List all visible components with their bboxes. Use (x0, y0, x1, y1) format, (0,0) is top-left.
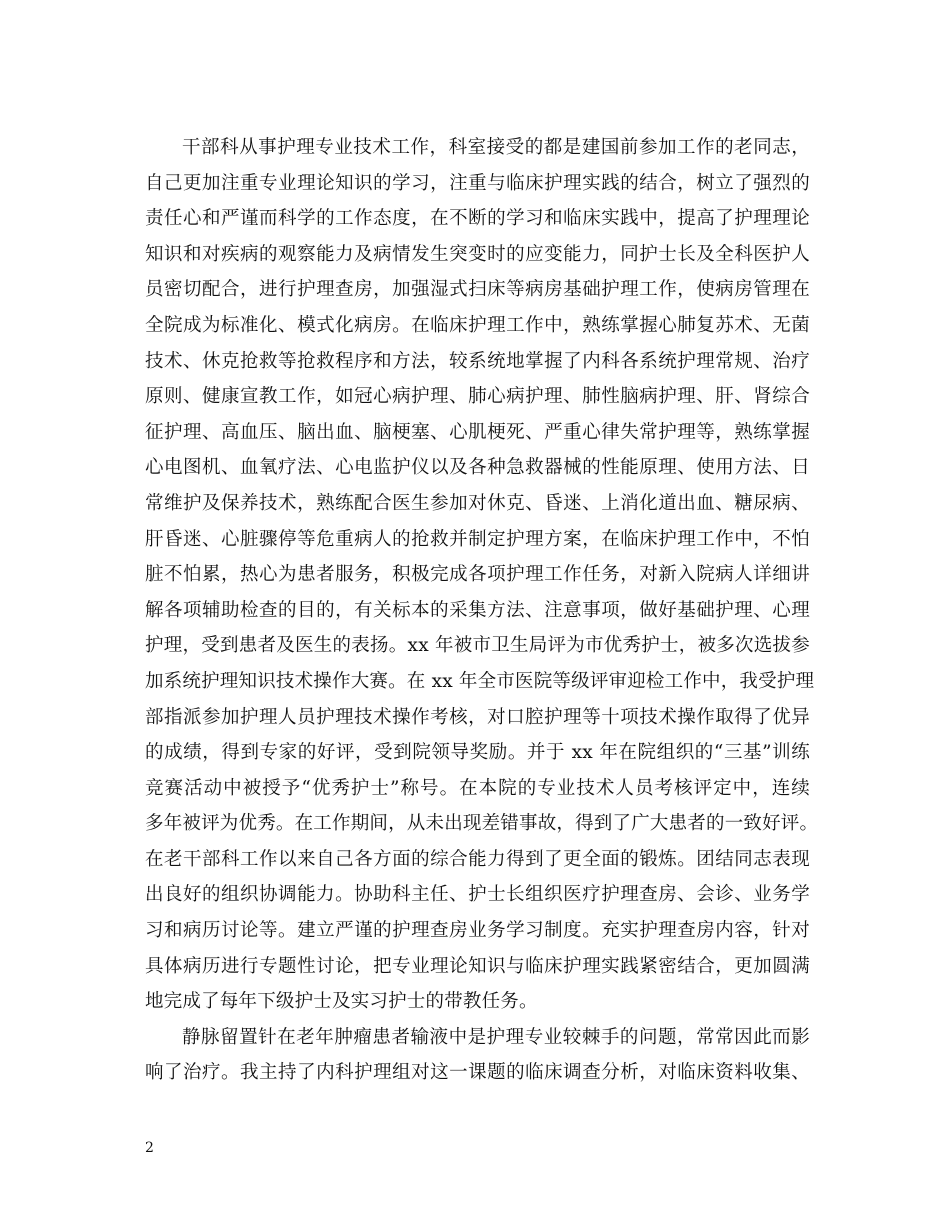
paragraph-1-line-10: 心电图机、血氧疗法、心电监护仪以及各种急救器械的性能原理、使用方法、日 (145, 457, 810, 479)
paragraph-1-line-9: 征护理、高血压、脑出血、脑梗塞、心肌梗死、严重心律失常护理等，熟练掌握 (145, 421, 810, 443)
paragraph-1-line-23: 习和病历讨论等。建立严谨的护理查房业务学习制度。充实护理查房内容，针对 (145, 920, 810, 942)
paragraph-2-line-1: 静脉留置针在老年肿瘤患者输液中是护理专业较棘手的问题，常常因此而影 (182, 1026, 810, 1048)
paragraph-1-line-20: 多年被评为优秀。在工作期间，从未出现差错事故，得到了广大患者的一致好评。 (145, 813, 819, 835)
paragraph-1-line-13: 脏不怕累，热心为患者服务，积极完成各项护理工作任务，对新入院病人详细讲 (145, 564, 810, 586)
paragraph-1-line-5: 员密切配合，进行护理查房，加强湿式扫床等病房基础护理工作，使病房管理在 (145, 279, 810, 301)
paragraph-1-line-17: 部指派参加护理人员护理技术操作考核，对口腔护理等十项技术操作取得了优异 (145, 706, 810, 728)
paragraph-1-line-1: 干部科从事护理专业技术工作，科室接受的都是建国前参加工作的老同志， (182, 137, 810, 158)
paragraph-1-line-25: 地完成了每年下级护士及实习护士的带教任务。 (145, 991, 538, 1013)
paragraph-1-line-4: 知识和对疾病的观察能力及病情发生突变时的应变能力，同护士长及全科医护人 (145, 243, 810, 265)
paragraph-1-line-15: 护理，受到患者及医生的表扬。xx 年被市卫生局评为市优秀护士，被多次选拔参 (145, 635, 810, 657)
page-number: 2 (145, 1140, 154, 1156)
paragraph-1-line-2: 自己更加注重专业理论知识的学习，注重与临床护理实践的结合，树立了强烈的 (145, 172, 810, 194)
paragraph-1-line-3: 责任心和严谨而科学的工作态度，在不断的学习和临床实践中，提高了护理理论 (145, 208, 810, 230)
paragraph-1-line-22: 出良好的组织协调能力。协助科主任、护士长组织医疗护理查房、会诊、业务学 (145, 884, 810, 906)
body-text (145, 130, 819, 1091)
paragraph-1-line-6: 全院成为标准化、模式化病房。在临床护理工作中，熟练掌握心肺复苏术、无菌 (145, 314, 810, 336)
paragraph-2-line-2: 响了治疗。我主持了内科护理组对这一课题的临床调查分析，对临床资料收集、 (145, 1062, 810, 1084)
paragraph-1-line-18: 的成绩，得到专家的好评，受到院领导奖励。并于 xx 年在院组织的“三基”训练 (145, 742, 810, 764)
paragraph-1-line-24: 具体病历进行专题性讨论，把专业理论知识与临床护理实践紧密结合，更加圆满 (145, 955, 810, 977)
paragraph-1-line-7: 技术、休克抢救等抢救程序和方法，较系统地掌握了内科各系统护理常规、治疗 (145, 350, 810, 372)
paragraph-1-line-12: 肝昏迷、心脏骤停等危重病人的抢救并制定护理方案，在临床护理工作中，不怕 (145, 528, 810, 550)
paragraph-1-line-19: 竞赛活动中被授予“优秀护士”称号。在本院的专业技术人员考核评定中，连续 (145, 777, 810, 799)
paragraph-1-line-8: 原则、健康宣教工作，如冠心病护理、肺心病护理、肺性脑病护理、肝、肾综合 (145, 386, 810, 408)
paragraph-1-line-21: 在老干部科工作以来自己各方面的综合能力得到了更全面的锻炼。团结同志表现 (145, 848, 810, 870)
paragraph-1-line-16: 加系统护理知识技术操作大赛。在 xx 年全市医院等级评审迎检工作中，我受护理 (145, 670, 815, 692)
paragraph-1-line-14: 解各项辅助检查的目的，有关标本的采集方法、注意事项，做好基础护理、心理 (145, 599, 810, 621)
paragraph-1-line-11: 常维护及保养技术，熟练配合医生参加对休克、昏迷、上消化道出血、糖尿病、 (145, 492, 810, 514)
